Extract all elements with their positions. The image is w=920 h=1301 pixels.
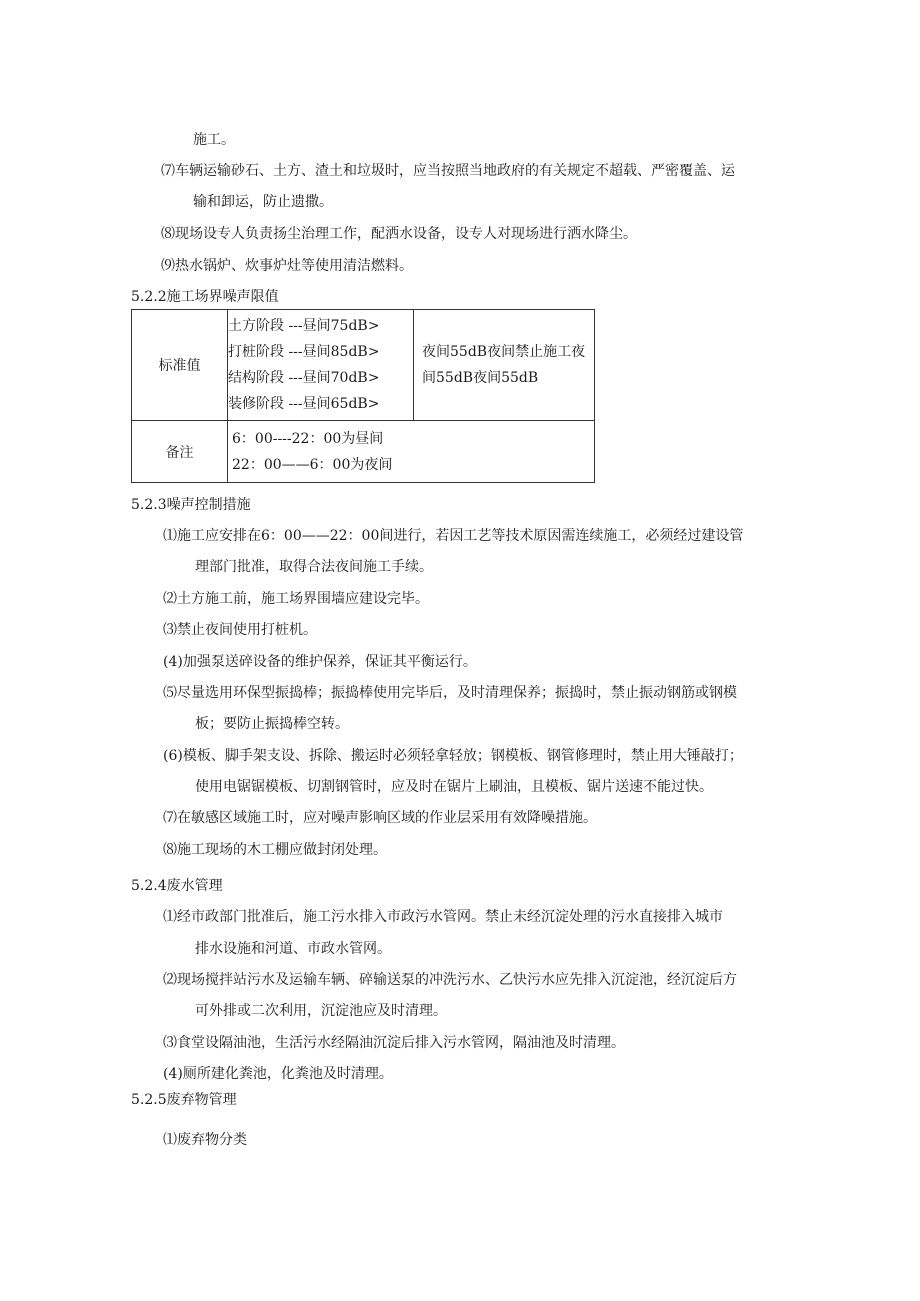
night-limit-cell (414, 310, 595, 421)
night-limit-line2: 间55dB夜间55dB (422, 370, 539, 386)
list-item-1-line1: ⑴经市政部门批准后，施工污水排入市政污水管网。禁止未经沉淀处理的污水直接排入城市 (163, 909, 723, 925)
list-item-1-line2: 排水设施和河道、市政水管网。 (195, 941, 391, 957)
list-item-3: ⑶食堂设隔油池，生活污水经隔油沉淀后排入污水管网，隔油池及时清理。 (163, 1035, 625, 1051)
list-item-7-line2: 输和卸运，防止遗撒。 (193, 194, 333, 210)
section-heading-524: 5.2.4废水管理 (131, 878, 223, 894)
stage-piling: 打桩阶段 ---昼间85dB> (228, 344, 380, 360)
list-item-8: ⑻施工现场的木工棚应做封闭处理。 (163, 842, 387, 858)
list-item-1-line2: 理部门批准，取得合法夜间施工手续。 (195, 559, 433, 575)
table-row (132, 421, 595, 483)
list-item-5-line2: 板；要防止振捣棒空转。 (195, 716, 349, 732)
list-item-4: (4)加强泵送碎设备的维护保养，保证其平衡运行。 (163, 654, 477, 670)
list-item-2: ⑵土方施工前，施工场界围墙应建设完毕。 (163, 591, 429, 607)
list-item-8: ⑻现场设专人负责扬尘治理工作，配洒水设备，设专人对现场进行洒水降尘。 (161, 226, 637, 242)
list-item-9: ⑼热水锅炉、炊事炉灶等使用清洁燃料。 (161, 258, 413, 274)
table-row (132, 310, 595, 421)
list-item-6-line1: (6)模板、脚手架支设、拆除、搬运时必须轻拿轻放；钢模板、钢管修理时，禁止用大锤敲打； (163, 748, 743, 764)
note-cell (228, 421, 595, 483)
list-item-3: ⑶禁止夜间使用打桩机。 (163, 622, 317, 638)
section-heading-522: 5.2.2施工场界噪声限值 (131, 289, 279, 305)
list-item-1-line1: ⑴施工应安排在6：00——22：00间进行，若因工艺等技术原因需连续施工，必须经过建设管 (163, 528, 744, 544)
section-heading-523: 5.2.3噪声控制措施 (131, 497, 251, 513)
list-item-2-line1: ⑵现场搅拌站污水及运输车辆、碎输送泵的冲洗污水、乙快污水应先排入沉淀池，经沉淀后方 (163, 972, 737, 988)
note-line2: 22：00——6：00为夜间 (232, 456, 393, 473)
list-item-7-line1: ⑺车辆运输砂石、土方、渣土和垃圾时，应当按照当地政府的有关规定不超载、严密覆盖、运 (161, 163, 735, 179)
stage-limits-cell (228, 310, 414, 421)
night-limit-line1: 夜间55dB夜间禁止施工夜 (422, 344, 586, 360)
note-line1: 6：00----22：00为昼间 (232, 430, 384, 447)
list-item-7: ⑺在敏感区域施工时，应对噪声影响区域的作业层采用有效降噪措施。 (163, 810, 597, 826)
list-item-4: (4)厕所建化粪池，化粪池及时清理。 (163, 1066, 393, 1082)
list-item-6-line2: 使用电锯锯模板、切割钢管时，应及时在锯片上刷油，且模板、锯片送速不能过快。 (195, 779, 713, 795)
row-label-note: 备注 (132, 421, 228, 483)
stage-structure: 结构阶段 ---昼间70dB> (228, 370, 380, 386)
paragraph-line: 施工。 (193, 132, 235, 148)
list-item-2-line2: 可外排或二次利用，沉淀池应及时清理。 (195, 1003, 447, 1019)
noise-limit-table (131, 309, 595, 483)
stage-earthwork: 土方阶段 ---昼间75dB> (228, 318, 380, 334)
section-heading-525: 5.2.5废弃物管理 (131, 1092, 237, 1108)
list-item-1: ⑴废弃物分类 (163, 1132, 247, 1148)
row-label-standard: 标准值 (132, 310, 228, 421)
stage-decoration: 装修阶段 ---昼间65dB> (228, 396, 380, 412)
list-item-5-line1: ⑸尽量选用环保型振捣棒；振捣棒使用完毕后，及时清理保养；振捣时，禁止振动钢筋或钢模 (163, 685, 737, 701)
